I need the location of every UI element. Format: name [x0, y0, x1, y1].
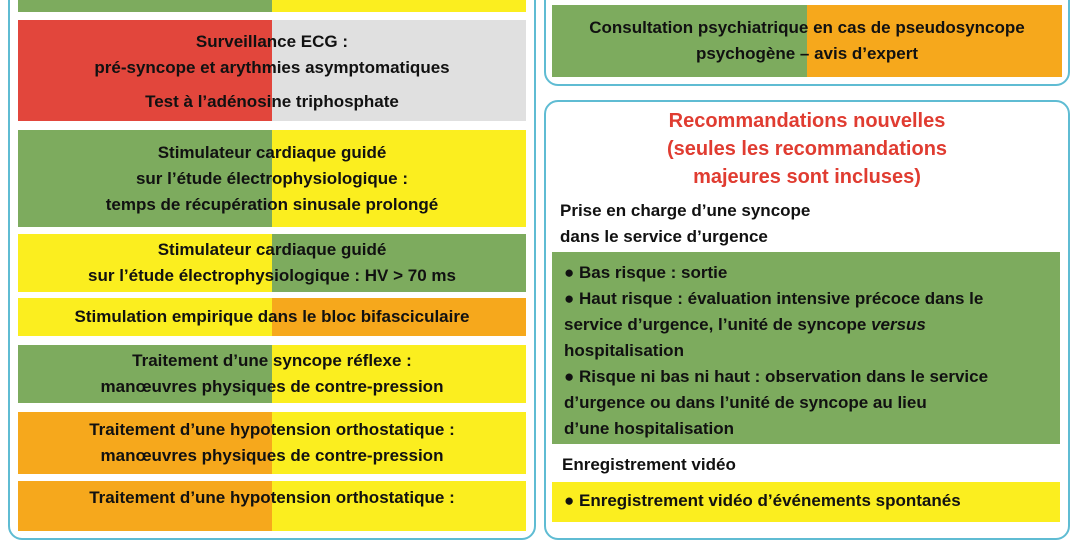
- recommendation-row-cutoff: [18, 0, 526, 12]
- recommendation-text: Test à l’adénosine triphosphate: [145, 92, 399, 111]
- recommendation-row: [18, 412, 526, 474]
- bullet-item: d’une hospitalisation: [564, 419, 735, 438]
- recommendation-row: [18, 234, 526, 292]
- recommendation-row: [18, 298, 526, 336]
- recommendation-text: Surveillance ECG : pré-syncope et arythmies asymptomatiques: [94, 32, 450, 77]
- bullet-item: ● Enregistrement vidéo d’événements spontanés: [564, 491, 961, 510]
- recommendation-row: [18, 481, 526, 531]
- recommendation-row: [18, 130, 526, 227]
- recommendation-text: Traitement d’une hypotension orthostatique : manœuvres physiques de contre-pression: [89, 420, 455, 465]
- bullet-item: ● Bas risque : sortie: [564, 263, 728, 282]
- recommendation-row: [18, 345, 526, 403]
- recommendation-text: Stimulateur cardiaque guidé sur l’étude électrophysiologique : temps de récupération sinusale prolongé: [105, 142, 439, 214]
- bullet-item: d’urgence ou dans l’unité de syncope au lieu: [564, 393, 927, 412]
- recommendation-text: Traitement d’une hypotension orthostatique :: [89, 488, 455, 507]
- bullet-item: service d’urgence, l’unité de syncope versus: [564, 315, 926, 334]
- bullet-item: ● Risque ni bas ni haut : observation dans le service: [564, 367, 989, 386]
- video-recommendation-items: [564, 488, 1054, 514]
- psychiatric-consultation-text: Consultation psychiatrique en cas de pseudosyncope psychogène – avis d’expert: [589, 18, 1025, 63]
- video-recommendation-box: [552, 482, 1060, 522]
- heading-text: Recommandations nouvelles (seules les recommandations majeures sont incluses): [666, 110, 948, 188]
- emergency-section-label: Prise en charge d’une syncope dans le service d’urgence: [560, 201, 811, 246]
- psychiatric-consultation-row: [552, 5, 1062, 77]
- bullet-item: hospitalisation: [564, 341, 684, 360]
- recommendation-text: Traitement d’une syncope réflexe : manœuvres physiques de contre-pression: [100, 351, 444, 396]
- recommendation-text: Stimulateur cardiaque guidé sur l’étude électrophysiologique : HV > 70 ms: [88, 240, 456, 285]
- emergency-recommendation-items: [564, 260, 1054, 442]
- bullet-item: ● Haut risque : évaluation intensive précoce dans le: [564, 289, 984, 308]
- new-recommendations-heading: [560, 107, 1054, 191]
- video-section-label: Enregistrement vidéo: [562, 455, 736, 474]
- recommendation-text: Stimulation empirique dans le bloc bifasciculaire: [74, 307, 470, 326]
- emergency-recommendation-box: [552, 252, 1060, 444]
- recommendation-row: [18, 83, 526, 121]
- recommendation-row: [18, 20, 526, 90]
